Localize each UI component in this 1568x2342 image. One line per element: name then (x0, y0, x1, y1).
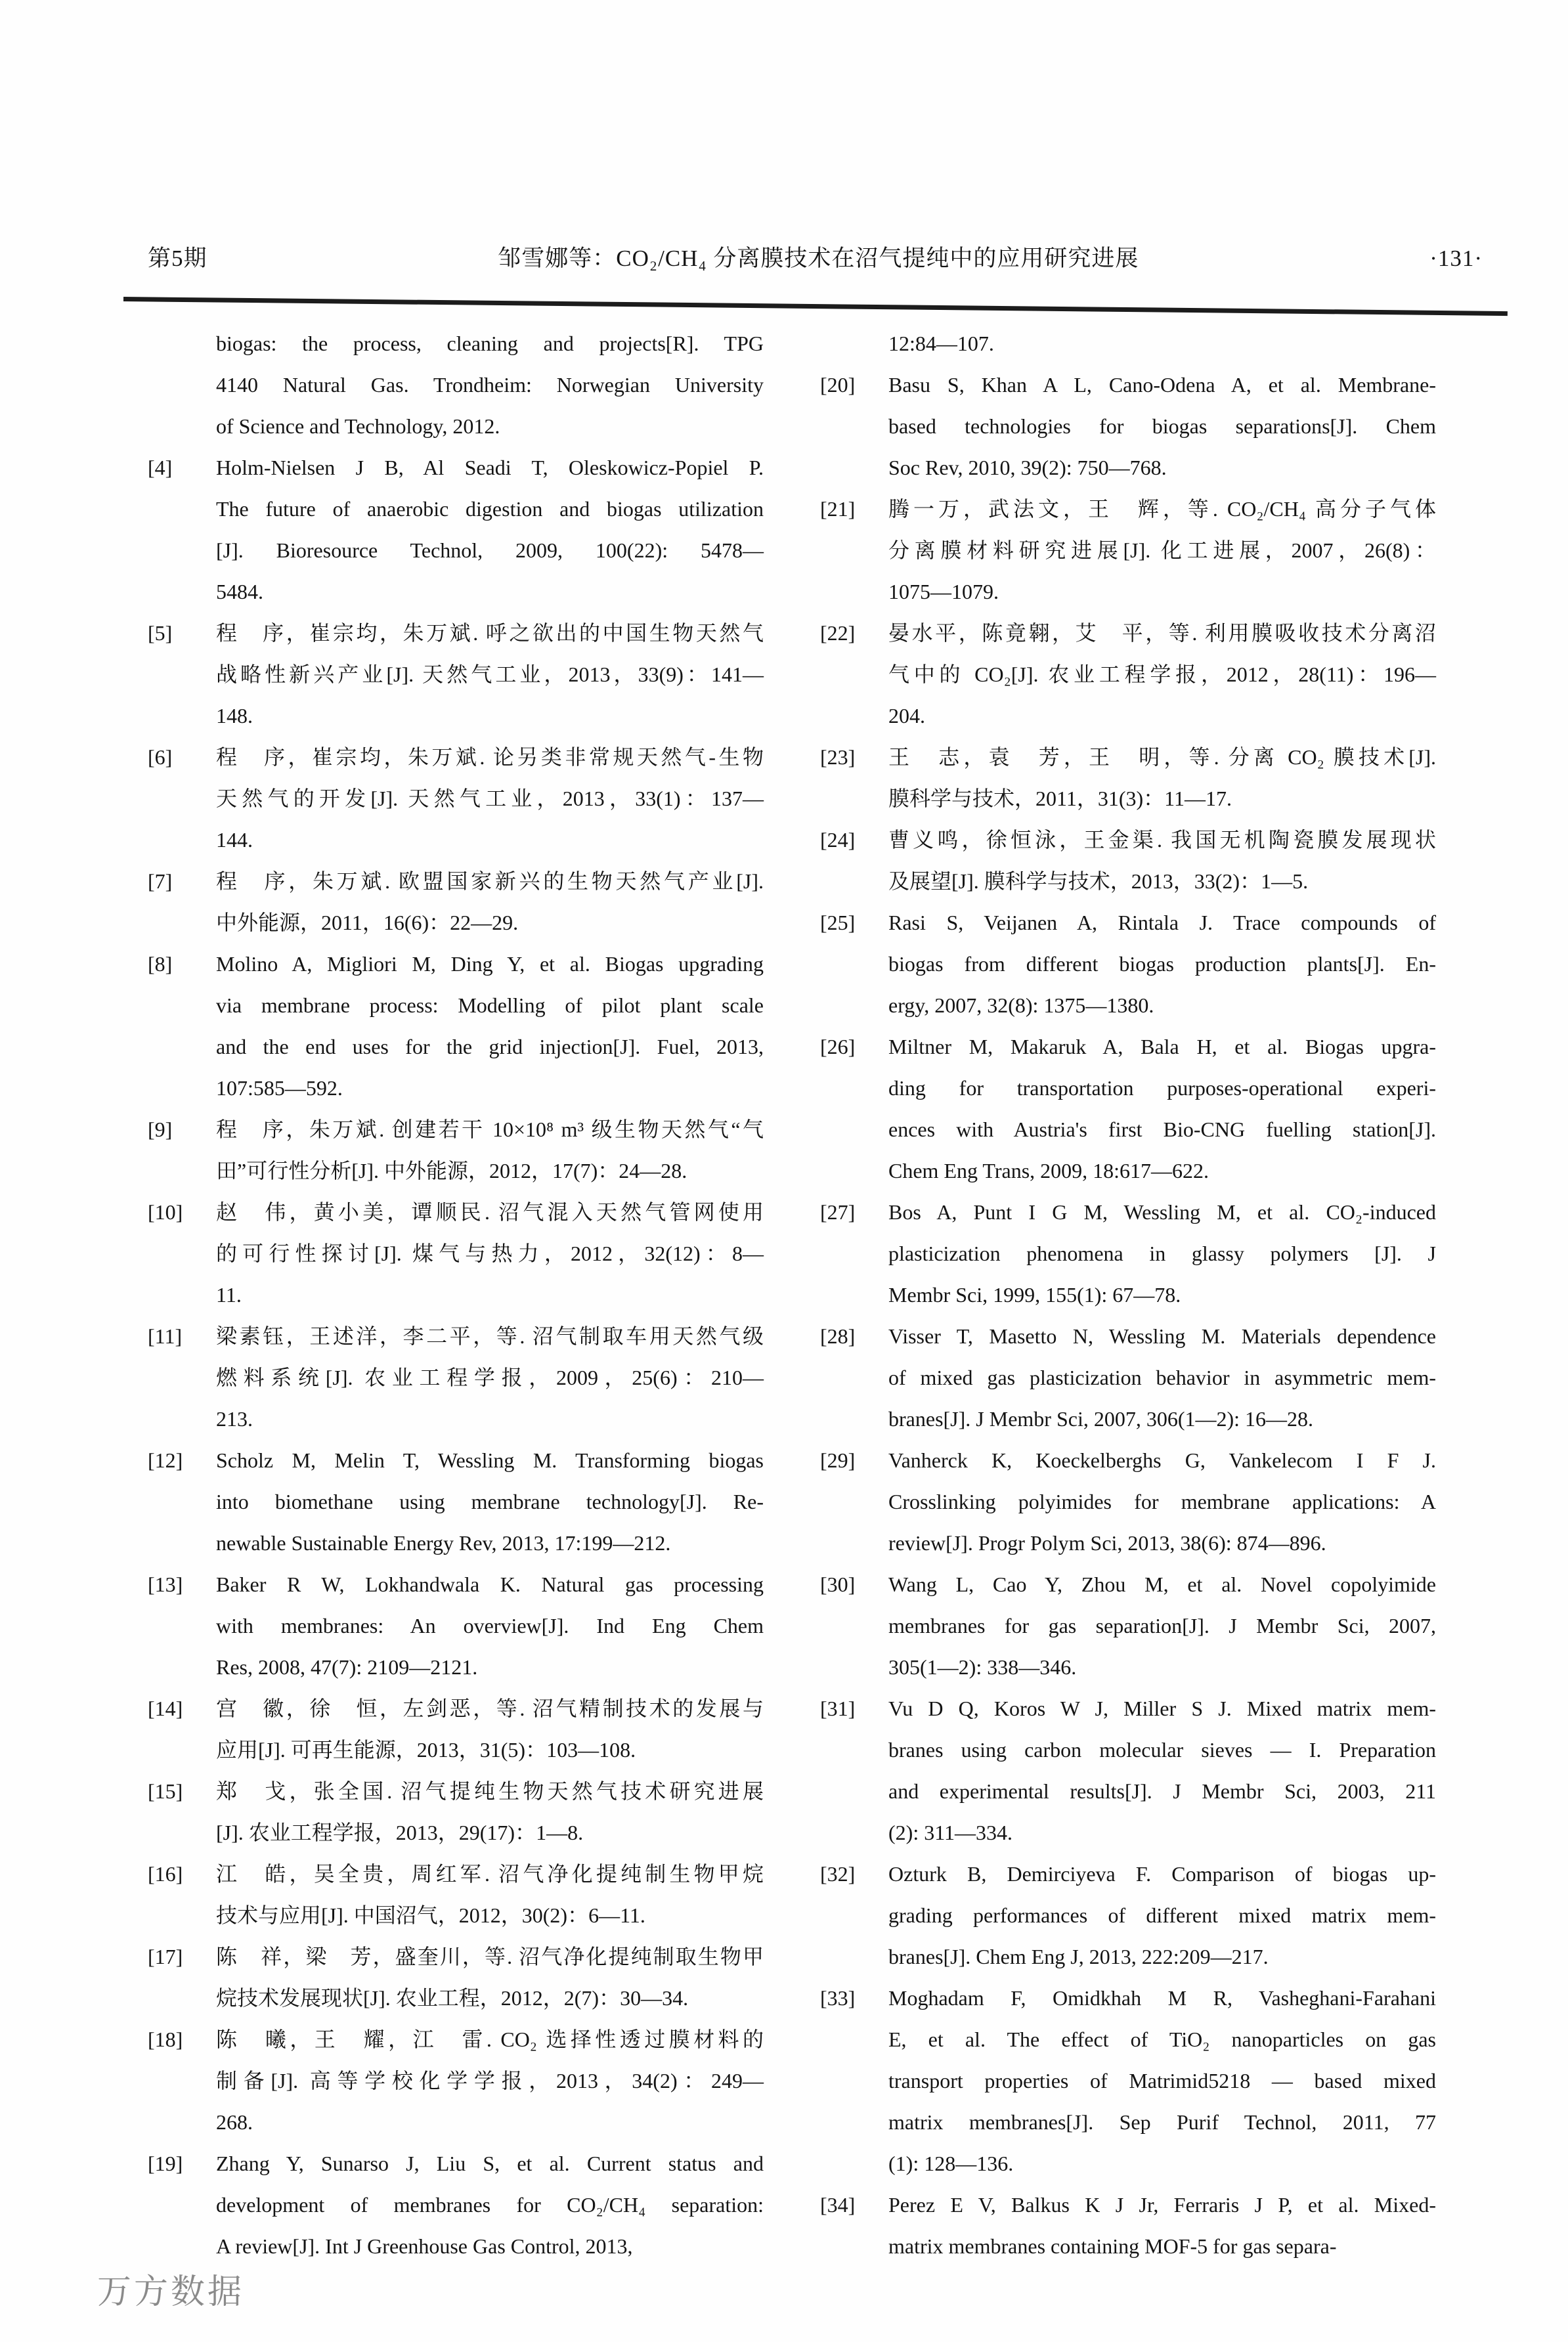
reference-number: [32] (820, 1862, 856, 1886)
reference-line: of mixed gas plasticization behavior in asymmetric mem- (888, 1366, 1436, 1389)
reference-body (888, 1316, 1436, 1440)
reference-line: 腾一万，武法文，王 辉，等. CO₂/CH₄ 高分子气体 (888, 497, 1436, 521)
reference-number: [4] (148, 456, 173, 479)
reference-number: [15] (148, 1779, 183, 1803)
reference-number: [33] (820, 1986, 856, 2010)
reference-number: [24] (820, 828, 856, 852)
reference-number: [27] (820, 1200, 856, 1224)
reference-body (216, 1854, 764, 1936)
reference-item (148, 1564, 764, 1688)
reference-body (216, 1688, 764, 1771)
reference-item (820, 2184, 1436, 2267)
reference-body (888, 488, 1436, 613)
reference-line: 郑 戈，张全国. 沼气提纯生物天然气技术研究进展 (216, 1779, 764, 1803)
reference-line: 宫 徽，徐 恒，左剑恶，等. 沼气精制技术的发展与 (216, 1697, 764, 1720)
reference-body (888, 323, 1436, 364)
reference-item (820, 1440, 1436, 1564)
reference-body (888, 613, 1436, 737)
reference-number: [7] (148, 869, 173, 893)
reference-line: Miltner M, Makaruk A, Bala H, et al. Biogas upgra- (888, 1035, 1436, 1058)
reference-line: of Science and Technology, 2012. (216, 414, 500, 438)
reference-line: biogas from different biogas production plants[J]. En- (888, 952, 1436, 976)
reference-item (820, 819, 1436, 902)
reference-line: 及展望[J]. 膜科学与技术，2013，33(2)：1—5. (888, 869, 1309, 893)
reference-line: 制备[J]. 高等学校化学学报，2013，34(2)：249— (216, 2069, 764, 2093)
reference-body (888, 1440, 1436, 1564)
reference-line: The future of anaerobic digestion and biogas utilization (216, 497, 764, 521)
reference-number: [5] (148, 621, 173, 645)
reference-item (820, 488, 1436, 613)
reference-line: Soc Rev, 2010, 39(2): 750—768. (888, 456, 1167, 479)
reference-number: [8] (148, 952, 173, 976)
reference-item (820, 613, 1436, 737)
reference-body (888, 1854, 1436, 1978)
reference-number: [30] (820, 1572, 856, 1596)
reference-item (148, 1440, 764, 1564)
reference-line: grading performances of different mixed matrix mem- (888, 1903, 1436, 1927)
reference-body (216, 1440, 764, 1564)
reference-body (216, 1316, 764, 1440)
reference-line: via membrane process: Modelling of pilot plant scale (216, 993, 764, 1017)
reference-line: 梁素钰，王述洋，李二平，等. 沼气制取车用天然气级 (216, 1324, 764, 1348)
reference-number: [21] (820, 497, 856, 521)
reference-body (888, 1192, 1436, 1316)
running-title: 邹雪娜等：CO₂/CH₄ 分离膜技术在沼气提纯中的应用研究进展 (498, 246, 1139, 271)
reference-line: Vu D Q, Koros W J, Miller S J. Mixed matrix mem- (888, 1697, 1436, 1720)
reference-body (216, 323, 764, 447)
reference-body (888, 902, 1436, 1026)
reference-line: 田”可行性分析[J]. 中外能源，2012，17(7)：24—28. (216, 1159, 687, 1182)
reference-body (888, 737, 1436, 819)
reference-number (148, 323, 216, 447)
reference-item (820, 323, 1436, 364)
reference-line: Baker R W, Lokhandwala K. Natural gas processing (216, 1572, 764, 1596)
reference-line: 曹义鸣，徐恒泳，王金渠. 我国无机陶瓷膜发展现状 (888, 828, 1436, 852)
reference-number: [13] (148, 1572, 183, 1596)
reference-line: membranes for gas separation[J]. J Membr Sci, 2007, (888, 1614, 1436, 1637)
reference-line: 148. (216, 704, 253, 727)
reference-line: 赵 伟，黄小美，谭顺民. 沼气混入天然气管网使用 (216, 1200, 764, 1224)
reference-number: [17] (148, 1945, 183, 1968)
reference-line: Moghadam F, Omidkhah M R, Vasheghani-Farahani (888, 1986, 1436, 2010)
reference-line: 213. (216, 1407, 253, 1431)
page-header (148, 240, 1483, 273)
reference-number: [19] (148, 2152, 183, 2175)
reference-line: 气中的 CO₂[J]. 农业工程学报，2012，28(11)：196— (888, 662, 1436, 686)
reference-line: Perez E V, Balkus K J Jr, Ferraris J P, et al. Mixed- (888, 2193, 1436, 2217)
reference-number: [14] (148, 1697, 183, 1720)
reference-number: [23] (820, 745, 856, 769)
reference-item (148, 737, 764, 861)
reference-item (820, 1854, 1436, 1978)
reference-line: Chem Eng Trans, 2009, 18:617—622. (888, 1159, 1209, 1182)
reference-line: 1075—1079. (888, 580, 999, 603)
reference-line: and the end uses for the grid injection[J]. Fuel, 2013, (216, 1035, 764, 1058)
reference-number: [9] (148, 1117, 173, 1141)
reference-line: branes[J]. J Membr Sci, 2007, 306(1—2): 16—28. (888, 1407, 1314, 1431)
reference-line: 江 皓，吴全贵，周红军. 沼气净化提纯制生物甲烷 (216, 1862, 764, 1886)
reference-item (148, 1316, 764, 1440)
reference-line: Membr Sci, 1999, 155(1): 67—78. (888, 1283, 1181, 1307)
reference-line: 王 志，袁 芳，王 明，等. 分离 CO₂ 膜技术[J]. (888, 745, 1436, 769)
reference-number: [12] (148, 1448, 183, 1472)
reference-line: 陈 祥，梁 芳，盛奎川，等. 沼气净化提纯制取生物甲 (216, 1945, 764, 1968)
reference-body (216, 1109, 764, 1192)
reference-item (148, 861, 764, 943)
reference-line: ences with Austria's first Bio-CNG fuelling station[J]. (888, 1117, 1436, 1141)
reference-body (216, 1564, 764, 1688)
reference-number: [18] (148, 2028, 183, 2051)
reference-line: Scholz M, Melin T, Wessling M. Transforming biogas (216, 1448, 764, 1472)
reference-line: 程 序，崔宗均，朱万斌. 论另类非常规天然气-生物 (216, 745, 764, 769)
reference-line: Basu S, Khan A L, Cano-Odena A, et al. Membrane- (888, 373, 1436, 397)
reference-line: Vanherck K, Koeckelberghs G, Vankelecom I F J. (888, 1448, 1436, 1472)
reference-line: 204. (888, 704, 925, 727)
reference-body (216, 2019, 764, 2143)
reference-line: 程 序，朱万斌. 创建若干 10×10⁸ m³ 级生物天然气“气 (216, 1117, 764, 1141)
reference-item (148, 1192, 764, 1316)
reference-item (148, 323, 764, 447)
reference-line: Wang L, Cao Y, Zhou M, et al. Novel copolyimide (888, 1572, 1436, 1596)
reference-line: 烷技术发展现状[J]. 农业工程，2012，2(7)：30—34. (216, 1986, 689, 2010)
reference-line: [J]. 农业工程学报，2013，29(17)：1—8. (216, 1821, 584, 1844)
reference-item (820, 364, 1436, 488)
reference-line: branes using carbon molecular sieves — I. Preparation (888, 1738, 1436, 1762)
reference-line: 268. (216, 2110, 253, 2134)
reference-item (820, 737, 1436, 819)
reference-line: into biomethane using membrane technology[J]. Re- (216, 1490, 764, 1513)
reference-number: [26] (820, 1035, 856, 1058)
reference-line: 4140 Natural Gas. Trondheim: Norwegian University (216, 373, 764, 397)
reference-line: 程 序，崔宗均，朱万斌. 呼之欲出的中国生物天然气 (216, 621, 764, 645)
reference-body (216, 2143, 764, 2267)
reference-item (148, 1854, 764, 1936)
reference-line: (1): 128—136. (888, 2152, 1014, 2175)
reference-line: 陈 曦，王 耀，江 雷. CO₂ 选择性透过膜材料的 (216, 2028, 764, 2051)
reference-line: 应用[J]. 可再生能源，2013，31(5)：103—108. (216, 1738, 636, 1762)
reference-line: Bos A, Punt I G M, Wessling M, et al. CO₂-induced (888, 1200, 1436, 1224)
reference-number: [10] (148, 1200, 183, 1224)
reference-item (820, 1026, 1436, 1192)
reference-line: based technologies for biogas separations[J]. Chem (888, 414, 1436, 438)
issue-label: 第5期 (148, 246, 207, 271)
reference-item (148, 613, 764, 737)
header-rule (123, 297, 1508, 316)
reference-line: matrix membranes[J]. Sep Purif Technol, 2011, 77 (888, 2110, 1436, 2134)
reference-line: transport properties of Matrimid5218 — based mixed (888, 2069, 1436, 2093)
reference-item (148, 447, 764, 613)
reference-line: 分离膜材料研究进展[J]. 化工进展，2007，26(8)： (888, 538, 1436, 562)
reference-line: matrix membranes containing MOF-5 for gas separa- (888, 2234, 1337, 2258)
reference-body (888, 364, 1436, 488)
reference-body (216, 613, 764, 737)
reference-item (820, 1978, 1436, 2184)
reference-number (820, 323, 888, 364)
reference-line: Crosslinking polyimides for membrane applications: A (888, 1490, 1436, 1513)
reference-number: [29] (820, 1448, 856, 1472)
reference-number: [31] (820, 1697, 856, 1720)
reference-line: Molino A, Migliori M, Ding Y, et al. Biogas upgrading (216, 952, 764, 976)
reference-line: 技术与应用[J]. 中国沼气，2012，30(2)：6—11. (216, 1903, 645, 1927)
reference-line: 11. (216, 1283, 242, 1307)
reference-line: 中外能源，2011，16(6)：22—29. (216, 911, 519, 934)
references-column-left (148, 323, 764, 2267)
reference-number: [6] (148, 745, 173, 769)
reference-number: [28] (820, 1324, 856, 1348)
reference-line: 5484. (216, 580, 263, 603)
reference-item (820, 1564, 1436, 1688)
reference-line: Zhang Y, Sunarso J, Liu S, et al. Current status and (216, 2152, 764, 2175)
reference-line: ding for transportation purposes-operational experi- (888, 1076, 1436, 1100)
reference-line: Res, 2008, 47(7): 2109—2121. (216, 1655, 478, 1679)
reference-line: 燃料系统[J]. 农业工程学报，2009，25(6)：210— (216, 1366, 764, 1389)
reference-line: 战略性新兴产业[J]. 天然气工业，2013，33(9)：141— (216, 662, 764, 686)
reference-item (148, 1688, 764, 1771)
reference-line: A review[J]. Int J Greenhouse Gas Control, 2013, (216, 2234, 633, 2258)
reference-line: [J]. Bioresource Technol, 2009, 100(22): 5478— (216, 538, 764, 562)
references-column-right (820, 323, 1436, 2267)
reference-line: plasticization phenomena in glassy polymers [J]. J (888, 1242, 1436, 1265)
reference-number: [20] (820, 373, 856, 397)
reference-item (820, 1192, 1436, 1316)
reference-line: (2): 311—334. (888, 1821, 1013, 1844)
reference-number: [11] (148, 1324, 183, 1348)
reference-item (148, 1771, 764, 1854)
reference-body (888, 1978, 1436, 2184)
reference-body (216, 1771, 764, 1854)
page-number: ·131· (1429, 246, 1483, 271)
reference-line: 程 序，朱万斌. 欧盟国家新兴的生物天然气产业[J]. (216, 869, 764, 893)
reference-item (148, 1936, 764, 2019)
reference-line: 晏水平，陈竟翱，艾 平，等. 利用膜吸收技术分离沼 (888, 621, 1436, 645)
reference-line: newable Sustainable Energy Rev, 2013, 17:199—212. (216, 1531, 671, 1555)
reference-number: [16] (148, 1862, 183, 1886)
reference-body (888, 2184, 1436, 2267)
reference-body (888, 1026, 1436, 1192)
reference-body (888, 1564, 1436, 1688)
reference-item (820, 1688, 1436, 1854)
reference-item (820, 1316, 1436, 1440)
reference-item (148, 2143, 764, 2267)
reference-line: Ozturk B, Demirciyeva F. Comparison of biogas up- (888, 1862, 1436, 1886)
references-section (148, 323, 1436, 2267)
watermark: 万方数据 (97, 2274, 245, 2311)
reference-body (216, 1936, 764, 2019)
reference-line: review[J]. Progr Polym Sci, 2013, 38(6): 874—896. (888, 1531, 1326, 1555)
reference-body (216, 1192, 764, 1316)
reference-line: E, et al. The effect of TiO₂ nanoparticles on gas (888, 2028, 1436, 2051)
reference-line: Visser T, Masetto N, Wessling M. Materials dependence (888, 1324, 1436, 1348)
reference-line: 的可行性探讨[J]. 煤气与热力，2012，32(12)：8— (216, 1242, 764, 1265)
reference-line: 天然气的开发[J]. 天然气工业，2013，33(1)：137— (216, 787, 764, 810)
reference-line: ergy, 2007, 32(8): 1375—1380. (888, 993, 1154, 1017)
reference-line: 305(1—2): 338—346. (888, 1655, 1077, 1679)
reference-line: 107:585—592. (216, 1076, 343, 1100)
reference-line: with membranes: An overview[J]. Ind Eng Chem (216, 1614, 764, 1637)
reference-line: and experimental results[J]. J Membr Sci, 2003, 211 (888, 1779, 1436, 1803)
reference-body (216, 861, 764, 943)
reference-body (888, 1688, 1436, 1854)
reference-number: [34] (820, 2193, 856, 2217)
reference-line: development of membranes for CO₂/CH₄ separation: (216, 2193, 764, 2217)
reference-line: 膜科学与技术，2011，31(3)：11—17. (888, 787, 1232, 810)
reference-line: biogas: the process, cleaning and projects[R]. TPG (216, 332, 764, 355)
reference-item (148, 943, 764, 1109)
reference-number: [25] (820, 911, 856, 934)
reference-body (216, 447, 764, 613)
reference-line: Holm-Nielsen J B, Al Seadi T, Oleskowicz-Popiel P. (216, 456, 764, 479)
reference-line: Rasi S, Veijanen A, Rintala J. Trace compounds of (888, 911, 1436, 934)
reference-number: [22] (820, 621, 856, 645)
reference-item (148, 2019, 764, 2143)
reference-item (820, 902, 1436, 1026)
reference-body (216, 737, 764, 861)
reference-line: branes[J]. Chem Eng J, 2013, 222:209—217. (888, 1945, 1269, 1968)
reference-body (216, 943, 764, 1109)
reference-item (148, 1109, 764, 1192)
reference-body (888, 819, 1436, 902)
reference-line: 144. (216, 828, 253, 852)
reference-line: 12:84—107. (888, 332, 994, 355)
